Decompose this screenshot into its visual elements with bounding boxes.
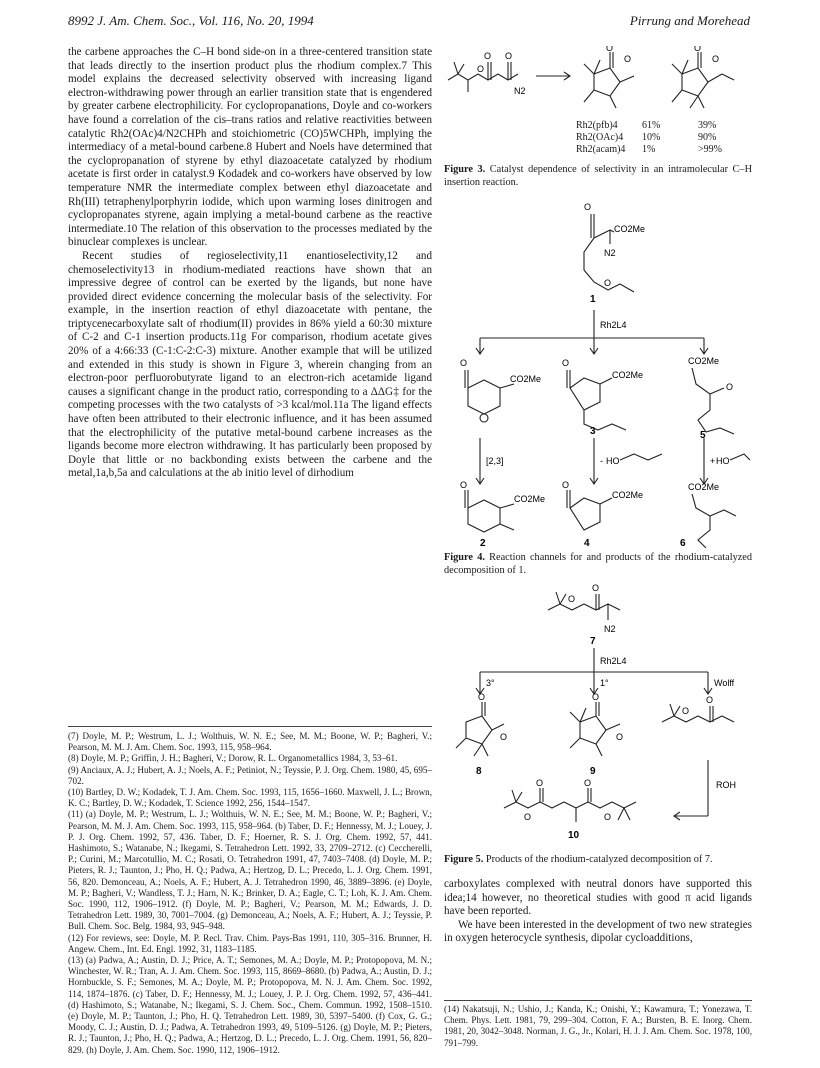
table-row <box>576 120 752 132</box>
ester-label: CO2Me <box>688 482 720 492</box>
catalyst-name: Rh2(acam)4 <box>576 144 626 155</box>
oxygen-label: O <box>604 812 612 822</box>
oxygen-label: O <box>694 46 702 53</box>
oxygen-label: O <box>682 706 690 716</box>
diazo-label: N2 <box>604 248 616 258</box>
diazo-label: N2 <box>604 624 616 634</box>
footnote: (7) Doyle, M. P.; Westrum, L. J.; Wolthuis, W. N. E.; See, M. M.; Boone, W. P.; Bagheri, V.; Pearson, M. M. J. Am. Chem. Soc. 1993, 115, 958–964. <box>68 731 432 753</box>
selectivity-table <box>576 120 752 156</box>
branch-label: 3° <box>486 678 495 688</box>
oxygen-label: O <box>606 46 614 53</box>
product-a-percent: 61% <box>642 120 661 131</box>
oxygen-label: O <box>584 778 592 788</box>
footnote-rule <box>68 726 432 727</box>
footnote: (13) (a) Padwa, A.; Austin, D. J.; Price, A. T.; Semones, M. A.; Doyle, M. P.; Protopopova, M. N.; Winchester, W. R.; Tran, A. J. Am. Chem. Soc. 1993, 115, 8669–8680. (b) Padwa, A.; Austin, D. J.; Hornbuckle, S. F.; Semones, M. A.; Doyle, M. P.; Protopopova, M. N. J. Am. Chem. Soc. 1992, 114, 1874–1876. (c) Taber, D. F.; Hennessy, M. J.; Louey, J. P. J. Org. Chem. 1992, 57, 436–441. (d) Hashimoto, S.; Watanabe, N.; Ikegami, S. J. Chem. Soc., Chem. Commun. 1992, 1508–1510. (e) Doyle, M. P.; Taunton, J.; Pho, H. Q. Tetrahedron Lett. 1989, 30, 5397–5400. (f) Cox, G. G.; Moody, C. J.; Austin, D. J.; Padwa, A. Tetrahedron 1993, 49, 5109–5126. (g) Doyle, M. P.; Pieters, R. J.; Taunton, J.; Pho, H. Q.; Padwa, A.; Hertzog, D. L.; Precedo, L. J. Org. Chem. 1991, 56, 820–829. (h) Doyle, J. Am. Chem. Soc. 1990, 112, 1906–1912. <box>68 955 432 1055</box>
catalyst-name: Rh2(pfb)4 <box>576 120 618 131</box>
figure-5-scheme <box>444 582 752 850</box>
running-header <box>0 0 820 40</box>
reagent-label: Rh2L4 <box>600 320 627 330</box>
oxygen-label: O <box>726 382 734 392</box>
oxygen-label: O <box>505 51 513 61</box>
footnotes <box>68 722 432 1056</box>
oxygen-label: O <box>478 692 486 702</box>
diazo-label: N2 <box>514 86 526 96</box>
right-column <box>444 46 752 946</box>
right-footnotes <box>444 1000 752 1049</box>
compound-label: 9 <box>590 766 596 777</box>
figure-4 <box>444 198 752 576</box>
body-paragraph: We have been interested in the development of two new strategies in oxygen heterocycle synthesis, dipolar cycloadditions, <box>444 918 752 945</box>
compound-label: 8 <box>476 766 482 777</box>
footnote: (11) (a) Doyle, M. P.; Westrum, L. J.; Wolthuis, W. N. E.; See, M. M.; Boone, W. P.; Bagheri, V.; Pearson, M. M. J. Am. Chem. Soc. 1993, 115, 958–964. (b) Taber, D. F.; Hennessy, M. J.; Louey, J. P. J. Org. Chem. 1992, 57, 436. Taber, D. F.; Hoerner, R. S. J. Org. Chem. 1992, 57, 441. Hashimoto, S.; Watanabe, N.; Ikegami, S. Tetrahedron Lett. 1992, 33, 2709–2712. (c) Ceccherelli, P.; Curini, M.; Marcotullio, M. C.; Rosati, O. Tetrahedron 1991, 47, 7403–7408. (d) Doyle, M. P.; Pieters, R. J.; Taunton, J.; Pho, H. Q.; Padwa, A.; Hertzog, D. L.; Precedo, L. J. Org. Chem. 1991, 56, 820. Demonceau, A.; Noels, A. F.; Hubert, A. J. Tetrahedron 1990, 46, 3889–3896. (e) Doyle, M. P.; Bagheri, V.; Wandless, T. J.; Harn, N. K.; Brinker, D. A.; Eagle, C. T.; Loh, K. J. Am. Chem. Soc. 1990, 112, 1906–1912. (f) Doyle, M. P.; Bagheri, V.; Pearson, M. M.; Edwards, J. D. Tetrahedron Lett. 1989, 30, 7001–7004. (g) Demonceau, A.; Noels, A. F.; Hubert, A. J.; Teyssie, P. Bull. Chem. Soc. Belg. 1984, 93, 945–948. <box>68 809 432 932</box>
ester-label: CO2Me <box>614 224 646 234</box>
compound-label: 1 <box>590 294 596 305</box>
compound-label: 10 <box>568 830 580 841</box>
product-b-percent: >99% <box>698 144 722 155</box>
oxygen-label: O <box>592 583 600 593</box>
oxygen-label: O <box>624 54 632 64</box>
ester-label: CO2Me <box>612 370 644 380</box>
figure-3 <box>444 46 752 192</box>
table-row <box>576 132 752 144</box>
footnote: (9) Anciaux, A. J.; Hubert, A. J.; Noels, A. F.; Petiniot, N.; Teyssie, P. J. Org. Chem. 1980, 45, 695–702. <box>68 764 432 786</box>
branch-label: Wolff <box>714 678 735 688</box>
reagent-label: Rh2L4 <box>600 656 627 666</box>
table-row <box>576 144 752 156</box>
oxygen-label: O <box>592 692 600 702</box>
author-running-head: Pirrung and Morehead <box>629 13 750 28</box>
alcohol-label: HO <box>606 456 620 466</box>
figure-4-scheme <box>444 198 752 548</box>
oxygen-label: O <box>500 732 508 742</box>
path-label: [2,3] <box>486 456 504 466</box>
footnote: (8) Doyle, M. P.; Griffin, J. H.; Bagheri, V.; Dorow, R. L. Organometallics 1984, 3, 53–61. <box>68 753 398 764</box>
oxygen-label: O <box>616 732 624 742</box>
product-b-percent: 90% <box>698 132 717 143</box>
figure-4-caption: Figure 4. Reaction channels for and products of the rhodium-catalyzed decomposition of 1. <box>444 552 753 576</box>
oxygen-label: O <box>562 480 570 490</box>
body-paragraph: the carbene approaches the C–H bond side-on in a three-centered transition state that leads directly to the insertion product plus the rhodium complex.7 This model explains the decreased selectivity observed with increasing ligand electron-withdrawing power through an earlier transition state that is engendered by greater carbene electrophilicity. For cyclopropanations, Doyle and co-workers have found a correlation of the cis–trans ratios and relative reactivities between catalytic Rh2(OAc)4/N2CHPh and stoichiometric (CO)5WCHPh, implying the intermediacy of a metal-bound carbene.8 Hubert and Noels have determined that the cyclopropanation of styrene by ethyl diazoacetate catalyzed by rhodium acetate is first order in catalyst.9 Kodadek and co-workers have observed by low temperature NMR the intermediate complex between ethyl diazoacetate and Rh(III) tetraphenylporphyrin iodide, which upon warming loses dinitrogen and cyclopropanates styrene, again implying a metal-bound carbene as the reactive intermediate.10 The relation of this observation to the processes mediated by the binuclear complexes is unclear. <box>68 46 432 249</box>
compound-label: 3 <box>590 426 596 437</box>
compound-label: 7 <box>590 636 596 647</box>
product-a-percent: 1% <box>642 144 656 155</box>
compound-label: 2 <box>480 538 486 548</box>
figure-3-caption: Figure 3. Catalyst dependence of selectivity in an intramolecular C–H insertion reaction. <box>444 164 753 188</box>
product-b-percent: 39% <box>698 120 717 131</box>
oxygen-label: O <box>584 202 592 212</box>
oxygen-label: O <box>562 358 570 368</box>
footnote: (14) Nakatsuji, N.; Ushio, J.; Kanda, K.; Onishi, Y.; Kawamura, T.; Yonezawa, T. Chem. Phys. Lett. 1981, 79, 299–304. Cotton, F. A.; Bursten, B. E. Inorg. Chem. 1981, 20, 3042–3048. Norman, J. G., Jr., Kolari, H. J. J. Am. Chem. Soc. 1978, 100, 791–799. <box>444 1004 752 1048</box>
compound-label: 6 <box>680 538 686 548</box>
footnote: (12) For reviews, see: Doyle, M. P. Recl. Trav. Chim. Pays-Bas 1991, 110, 305–316. Brunner, H. Angew. Chem., Int. Ed. Engl. 1992, 31, 1183–1185. <box>68 932 432 954</box>
product-a-percent: 10% <box>642 132 661 143</box>
oxygen-label: O <box>477 64 485 74</box>
body-paragraph: Recent studies of regioselectivity,11 enantioselectivity,12 and chemoselectivity13 in rhodium-mediated reactions have shown that an impressive degree of control can be exerted by the ligands, but none have provided direct evidence concerning the molecular basis of the selectivity. For example, in the insertion reaction of ethyl diazoacetate with pentane, the triptycenecarboxylate salt of rhodium(II) provides in 86% yield a 60:30 mixture of C-2 and C-1 insertion products.11g For comparison, rhodium acetate gives 20% of a 4:66:33 (C-1:C-2:C-3) mixture. Another example that will be utilized and extended in this study is shown in Figure 3, wherein changing from an electron-poor perfluorobutyrate ligand to an electron-rich acetamide ligand causes a significant change in the product ratio, corresponding to a ΔΔG‡ for the competing processes with the two catalysts of >3 kcal/mol.11a The ligand effects have often been attributed to their electronic influence, and it has been assumed that the electrophilicity of the putative metal-bound carbene increases as the ligands become more electron withdrawing. It has particularly been proposed by Doyle that little or no backbonding exists between the carbene and the metal,1a,b,5a and calculations at the ab initio level of dirhodium <box>68 249 432 480</box>
ester-label: CO2Me <box>612 490 644 500</box>
ester-label: CO2Me <box>514 494 546 504</box>
footnote-rule <box>444 1000 752 1001</box>
oxygen-label: O <box>524 812 532 822</box>
oxygen-label: O <box>604 278 612 288</box>
footnote: (10) Bartley, D. W.; Kodadek, T. J. Am. Chem. Soc. 1993, 115, 1656–1660. Maxwell, J. L.; Brown, K. C.; Bartley, D. W.; Kodadek, T. Science 1992, 256, 1544–1547. <box>68 787 432 809</box>
branch-label: 1° <box>600 678 609 688</box>
ester-label: CO2Me <box>688 356 720 366</box>
left-column <box>68 46 432 481</box>
ester-label: CO2Me <box>510 374 542 384</box>
reagent-label: ROH <box>716 780 736 790</box>
compound-label: 5 <box>700 430 706 441</box>
body-paragraph: carboxylates complexed with neutral donors have supported this idea;14 however, no theoretical studies with good π acid ligands have been reported. <box>444 878 752 918</box>
path-label: - <box>600 456 603 466</box>
oxygen-label: O <box>536 778 544 788</box>
oxygen-label: O <box>568 594 576 604</box>
journal-citation: 8992 J. Am. Chem. Soc., Vol. 116, No. 20, 1994 <box>68 13 314 28</box>
oxygen-label: O <box>460 358 468 368</box>
figure-5-caption: Figure 5. Products of the rhodium-catalyzed decomposition of 7. <box>444 854 713 865</box>
figure-5 <box>444 582 752 874</box>
catalyst-name: Rh2(OAc)4 <box>576 132 624 143</box>
alcohol-label: HO <box>716 456 730 466</box>
oxygen-label: O <box>484 51 492 61</box>
path-label: + <box>710 456 716 466</box>
oxygen-label: O <box>460 480 468 490</box>
oxygen-label: O <box>706 695 714 705</box>
compound-label: 4 <box>584 538 590 548</box>
oxygen-label: O <box>712 54 720 64</box>
